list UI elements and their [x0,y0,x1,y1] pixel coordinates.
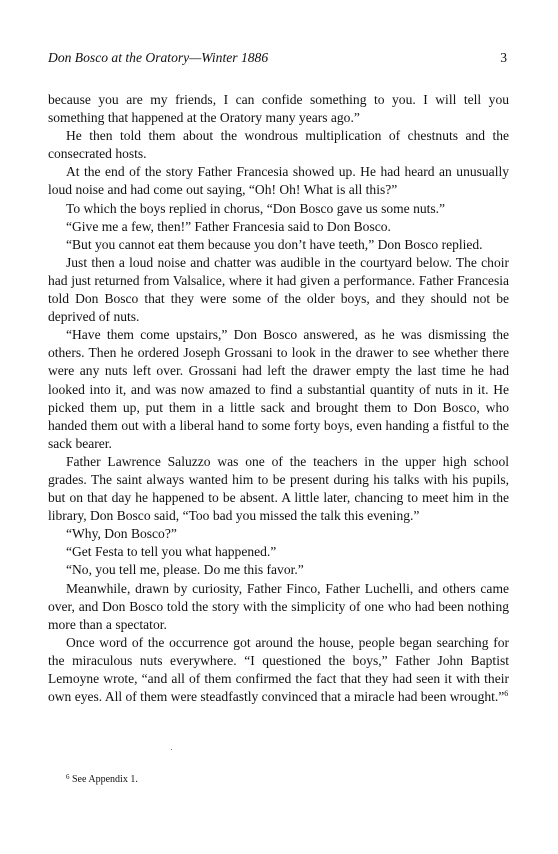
footnote-reference: 6 [504,689,509,699]
body-text [48,91,509,706]
running-head [48,50,509,70]
paragraph-text: “Give me a few, then!” Father Francesia said to Don Bosco. [66,218,391,234]
paragraph-6 [48,236,509,254]
page-number: 3 [500,50,507,65]
paragraph-11 [48,543,509,561]
paragraph-3 [48,163,509,199]
paragraph-text: “No, you tell me, please. Do me this favor.” [66,562,304,578]
paragraph-14 [48,634,509,706]
paragraph-7 [48,254,509,326]
paragraph-text: “But you cannot eat them because you don’t have teeth,” Don Bosco replied. [66,236,483,252]
paragraph-9 [48,453,509,525]
paragraph-5 [48,218,509,236]
paragraph-13 [48,580,509,634]
paragraph-text: “Have them come upstairs,” Don Bosco answered, as he was dismissing the others. Then he ordered Joseph Grossani to look in the drawer to see whether there were any nuts left over. Grossani had left the drawer empty the last time he had looked into it, and was now amazed to find a substantial quantity of nuts in it. He picked them up, put them in a little sack and brought them to Don Bosco, who handed them out with a liberal hand to some forty boys, even handing a fistful to the sack bearer. [48,327,509,451]
running-head-title: Don Bosco at the Oratory—Winter 1886 [48,50,269,65]
paragraph-2 [48,127,509,163]
print-speck [171,749,172,750]
paragraph-10 [48,525,509,543]
book-page [48,0,509,854]
paragraph-text: because you are my friends, I can confide something to you. I will tell you something that happened at the Oratory many years ago.” [48,92,509,126]
footnote [66,773,496,786]
footnote-text: See Appendix 1. [72,774,138,785]
paragraph-text: To which the boys replied in chorus, “Don Bosco gave us some nuts.” [66,200,446,216]
paragraph-4 [48,200,509,218]
paragraph-text: Father Lawrence Saluzzo was one of the teachers in the upper high school grades. The saint always wanted him to be present during his talks with his pupils, but on that day he happened to be absent. A little later, chancing to meet him in the library, Don Bosco said, “Too bad you missed the talk this evening.” [48,453,509,524]
paragraph-1 [48,91,509,127]
paragraph-text: “Get Festa to tell you what happened.” [66,544,277,560]
paragraph-text: Once word of the occurrence got around the house, people began searching for the miraculous nuts everywhere. “I questioned the boys,” Father John Baptist Lemoyne wrote, “and all of them confirmed the fact that they had seen it with their own eyes. All of them were steadfastly convinced that a miracle had been wrought.” [48,634,509,705]
paragraph-12 [48,561,509,579]
paragraph-text: He then told them about the wondrous multiplication of chestnuts and the consecrated hosts. [48,128,509,162]
paragraph-text: Just then a loud noise and chatter was audible in the courtyard below. The choir had just returned from Valsalice, where it had given a performance. Father Francesia told Don Bosco that they were some of the older boys, and they should not be deprived of nuts. [48,254,509,325]
footnote-marker: 6 [66,773,70,781]
paragraph-text: Meanwhile, drawn by curiosity, Father Finco, Father Luchelli, and others came over, and Don Bosco told the story with the simplicity of one who had been nothing more than a spectator. [48,580,509,632]
paragraph-8 [48,326,509,453]
paragraph-text: At the end of the story Father Francesia showed up. He had heard an unusually loud noise and had come out saying, “Oh! Oh! What is all this?” [48,164,509,198]
paragraph-text: “Why, Don Bosco?” [66,526,177,542]
